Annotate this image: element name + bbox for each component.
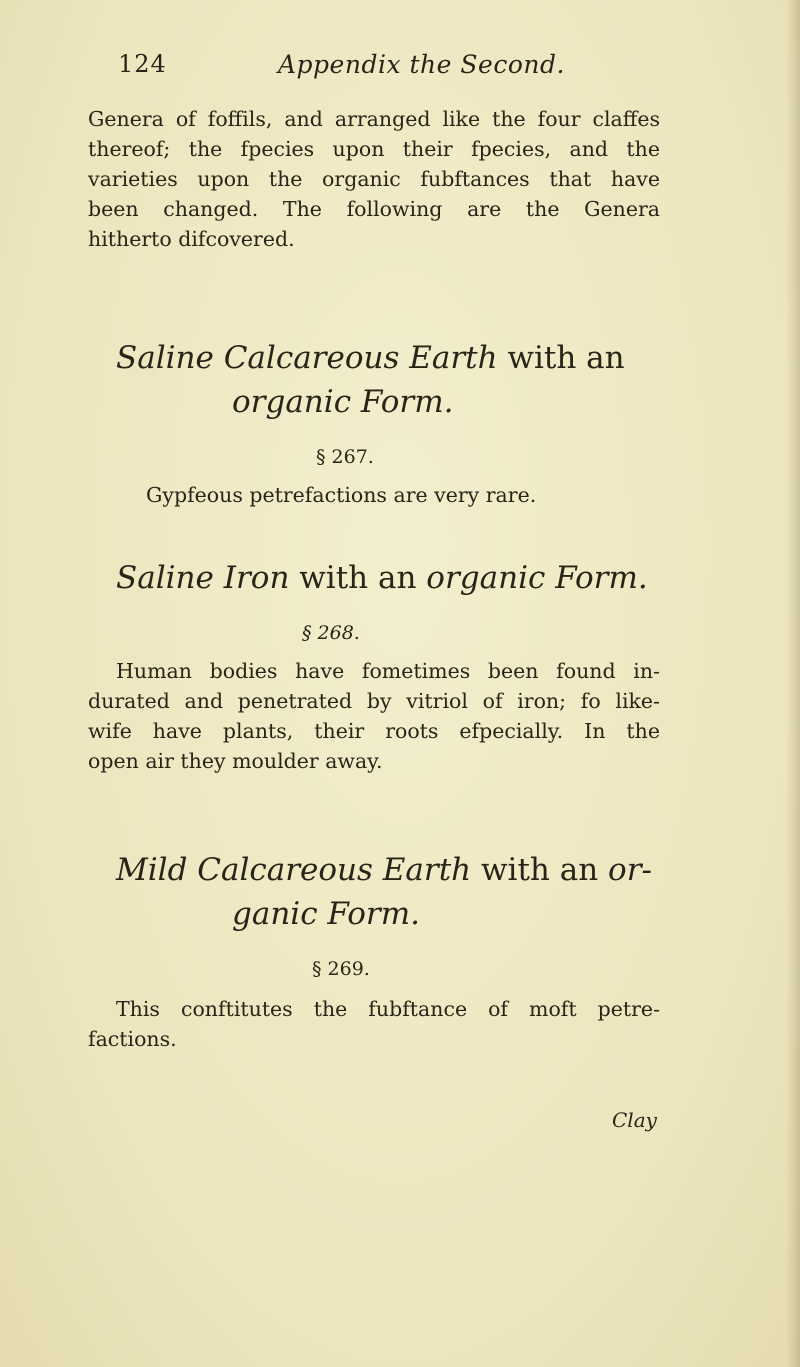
intro-paragraph [88,104,660,254]
text-line: Gypfeous petrefactions are very rare. [146,483,537,507]
page-number: 124 [118,50,167,78]
section-heading-267 [116,336,625,380]
text-line: been changed. The following are the Genera [88,197,660,221]
heading-italic: Mild Calcareous Earth [116,852,472,888]
heading-italic: ganic Form. [232,896,420,932]
text-line: This conftitutes the fubftance of moft petre- [116,997,660,1021]
text-line: varieties upon the organic fubftances that have [88,167,660,191]
section-number-268: § 268. [302,622,360,644]
heading-italic: Saline Iron [116,560,290,596]
section-text-268 [88,656,660,776]
section-number-269: § 269. [312,958,370,980]
heading-roman: with an [497,340,625,376]
page-edge [786,0,800,1367]
heading-italic: organic Form. [426,560,648,596]
text-line: Genera of foffils, and arranged like the four claffes [88,107,660,131]
heading-italic: organic Form. [232,384,454,420]
text-line: hitherto difcovered. [88,227,295,251]
text-line: Human bodies have fometimes been found in- [116,659,660,683]
section-number-267: § 267. [316,446,374,468]
heading-roman: with an [289,560,427,596]
section-heading-267-cont [232,380,453,424]
text-line: open air they moulder away. [88,749,383,773]
heading-italic: Saline Calcareous Earth [116,340,498,376]
section-heading-269-cont [232,892,420,936]
section-heading-268 [116,556,648,600]
catchword: Clay [612,1108,657,1132]
heading-italic: or- [608,852,652,888]
section-heading-269 [116,848,652,892]
text-line: thereof; the fpecies upon their fpecies, and the [88,137,660,161]
running-title: Appendix the Second. [278,50,565,79]
text-line: durated and penetrated by vitriol of iron; fo like- [88,689,660,713]
running-head [118,50,678,90]
heading-roman: with an [471,852,609,888]
text-line: wife have plants, their roots efpecially. In the [88,719,660,743]
section-text-269 [88,994,660,1054]
text-line: factions. [88,1027,177,1051]
section-text-267 [146,480,666,510]
